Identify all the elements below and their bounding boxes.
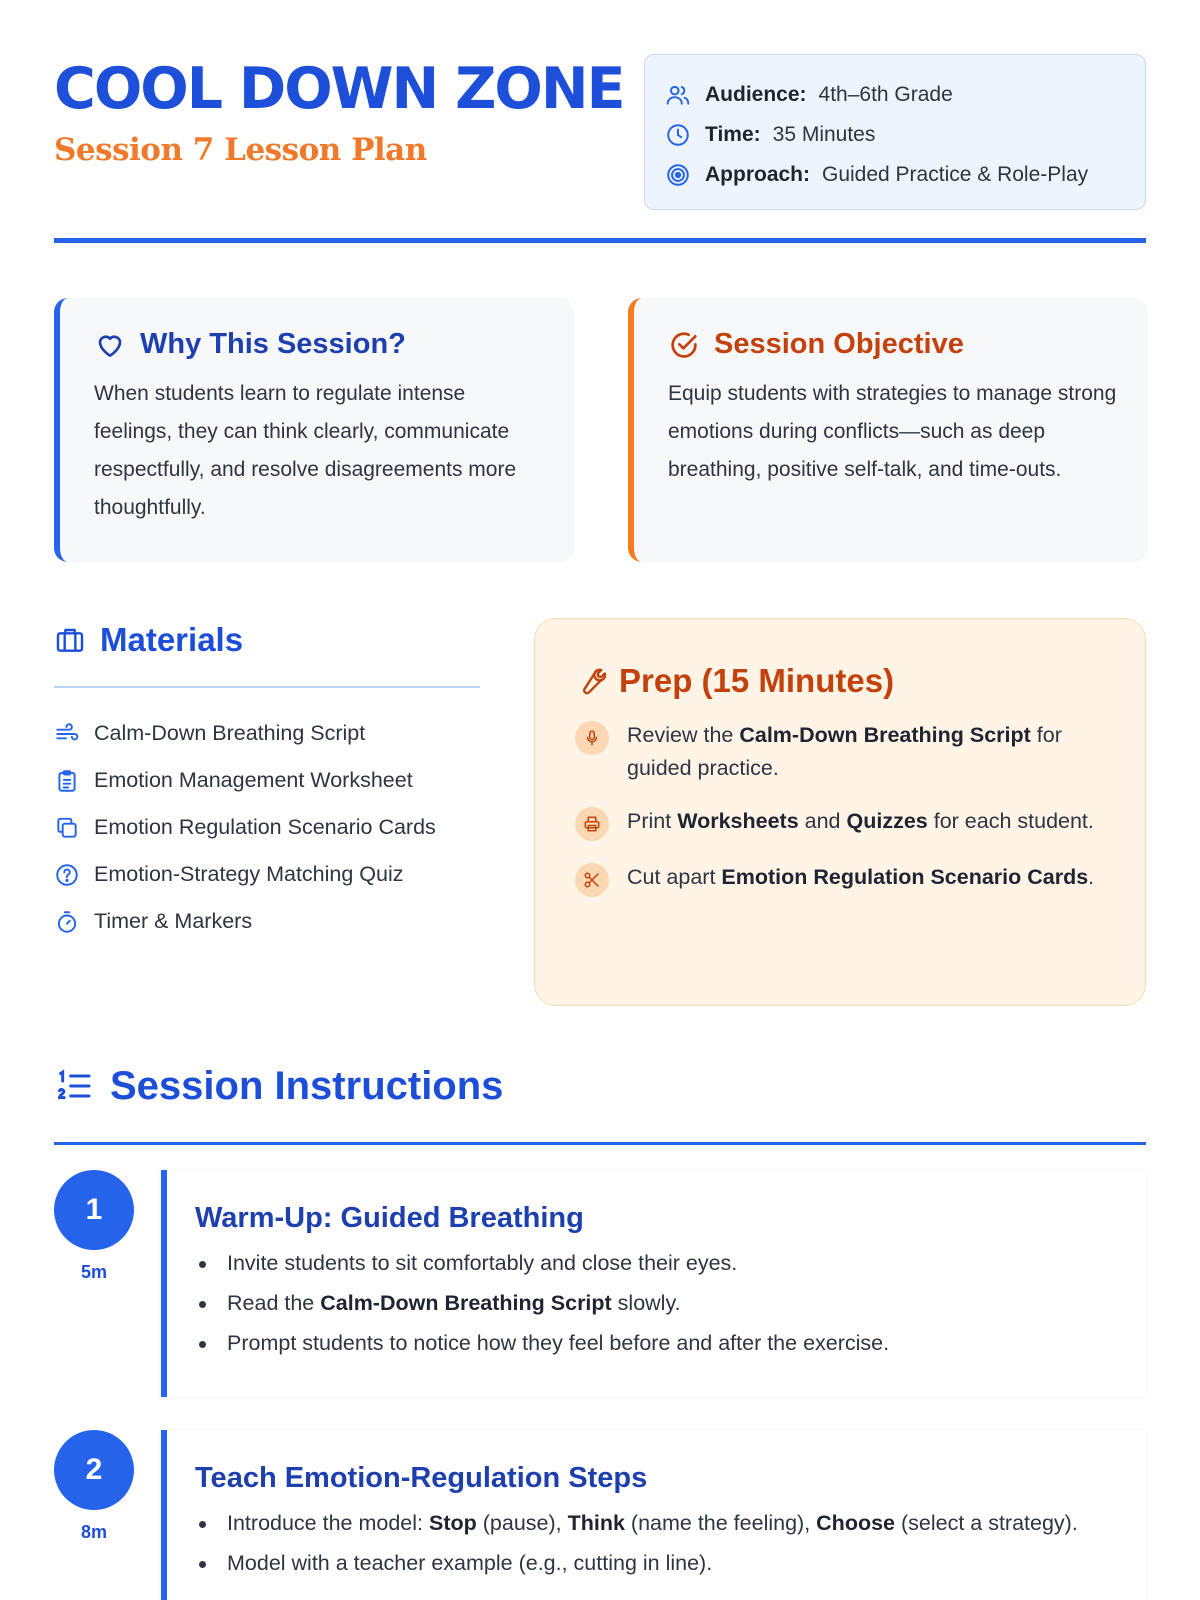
briefcase-icon [54, 624, 86, 656]
why-session-card [54, 298, 574, 562]
copy-cards-icon [54, 815, 80, 841]
page-header [54, 54, 1146, 244]
step-duration: 8m [80, 1522, 107, 1542]
step-bullets [195, 1247, 1120, 1360]
printer-icon [575, 807, 609, 841]
microphone-icon [575, 721, 609, 755]
step-number-badge: 2 [54, 1430, 134, 1510]
instructions-divider [54, 1142, 1146, 1145]
material-item: Emotion Regulation Scenario Cards [54, 804, 480, 851]
step-card [161, 1170, 1146, 1397]
info-approach-value: Guided Practice & Role-Play [822, 163, 1089, 186]
info-audience-value: 4th–6th Grade [818, 83, 953, 106]
page-title: COOL DOWN ZONE [54, 56, 624, 122]
session-instructions-title: Session Instructions [110, 1063, 504, 1108]
material-item: Emotion Management Worksheet [54, 757, 480, 804]
why-session-text: When students learn to regulate intense feelings, they can think clearly, communicate respectfully, and resolve disagreements more thoughtfully. [94, 382, 517, 519]
why-session-title: Why This Session? [140, 328, 406, 360]
prep-box [534, 618, 1146, 1006]
info-time-value: 35 Minutes [772, 123, 876, 146]
step-title: Warm-Up: Guided Breathing [195, 1202, 584, 1234]
materials-divider [54, 686, 480, 688]
heart-icon [94, 329, 126, 361]
session-info-box [644, 54, 1146, 210]
step-bullet: Prompt students to notice how they feel before and after the exercise. [195, 1327, 1120, 1360]
material-item: Emotion-Strategy Matching Quiz [54, 851, 480, 898]
step-bullet: Introduce the model: Stop (pause), Think (name the feeling), Choose (select a strategy). [195, 1507, 1120, 1540]
materials-list [54, 710, 480, 945]
step-number-badge: 1 [54, 1170, 134, 1250]
prep-title: Prep (15 Minutes) [619, 662, 895, 699]
info-audience [665, 75, 1145, 115]
header-divider [54, 238, 1146, 243]
step-bullets [195, 1507, 1120, 1580]
step-bullet: Read the Calm-Down Breathing Script slowly. [195, 1287, 1120, 1320]
numbered-list-icon [54, 1066, 94, 1106]
scissors-icon [575, 863, 609, 897]
clipboard-icon [54, 768, 80, 794]
circle-check-icon [668, 329, 700, 361]
info-approach [665, 155, 1145, 195]
session-objective-title: Session Objective [714, 328, 964, 360]
info-time-label: Time: [705, 123, 761, 146]
step-bullet: Model with a teacher example (e.g., cutting in line). [195, 1547, 1120, 1580]
info-approach-label: Approach: [705, 163, 810, 186]
target-icon [665, 162, 691, 188]
users-icon [665, 82, 691, 108]
materials-title: Materials [100, 621, 244, 658]
step-title: Teach Emotion-Regulation Steps [195, 1462, 648, 1494]
materials-section [54, 618, 480, 945]
prep-item [575, 719, 1115, 785]
prep-item [575, 861, 1115, 897]
step-card [161, 1430, 1146, 1600]
prep-item [575, 805, 1115, 841]
step-bullet: Invite students to sit comfortably and close their eyes. [195, 1247, 1120, 1280]
prep-item-text: Cut apart Emotion Regulation Scenario Cards. [627, 865, 1095, 889]
wrench-icon [575, 665, 607, 697]
prep-item-text: Print Worksheets and Quizzes for each student. [627, 809, 1094, 833]
question-circle-icon [54, 862, 80, 888]
session-instructions-section [54, 1058, 1146, 1145]
info-time [665, 115, 1145, 155]
page-subtitle: Session 7 Lesson Plan [54, 132, 427, 168]
info-audience-label: Audience: [705, 83, 807, 106]
session-objective-card [628, 298, 1148, 562]
wind-icon [54, 721, 80, 747]
stopwatch-icon [54, 909, 80, 935]
session-objective-text: Equip students with strategies to manage strong emotions during conflicts—such as deep breathing, positive self-talk, and time-outs. [668, 382, 1117, 481]
step-duration: 5m [80, 1262, 107, 1282]
clock-icon [665, 122, 691, 148]
material-item: Calm-Down Breathing Script [54, 710, 480, 757]
material-item: Timer & Markers [54, 898, 480, 945]
prep-item-text: Review the Calm-Down Breathing Script for guided practice. [627, 723, 1062, 780]
